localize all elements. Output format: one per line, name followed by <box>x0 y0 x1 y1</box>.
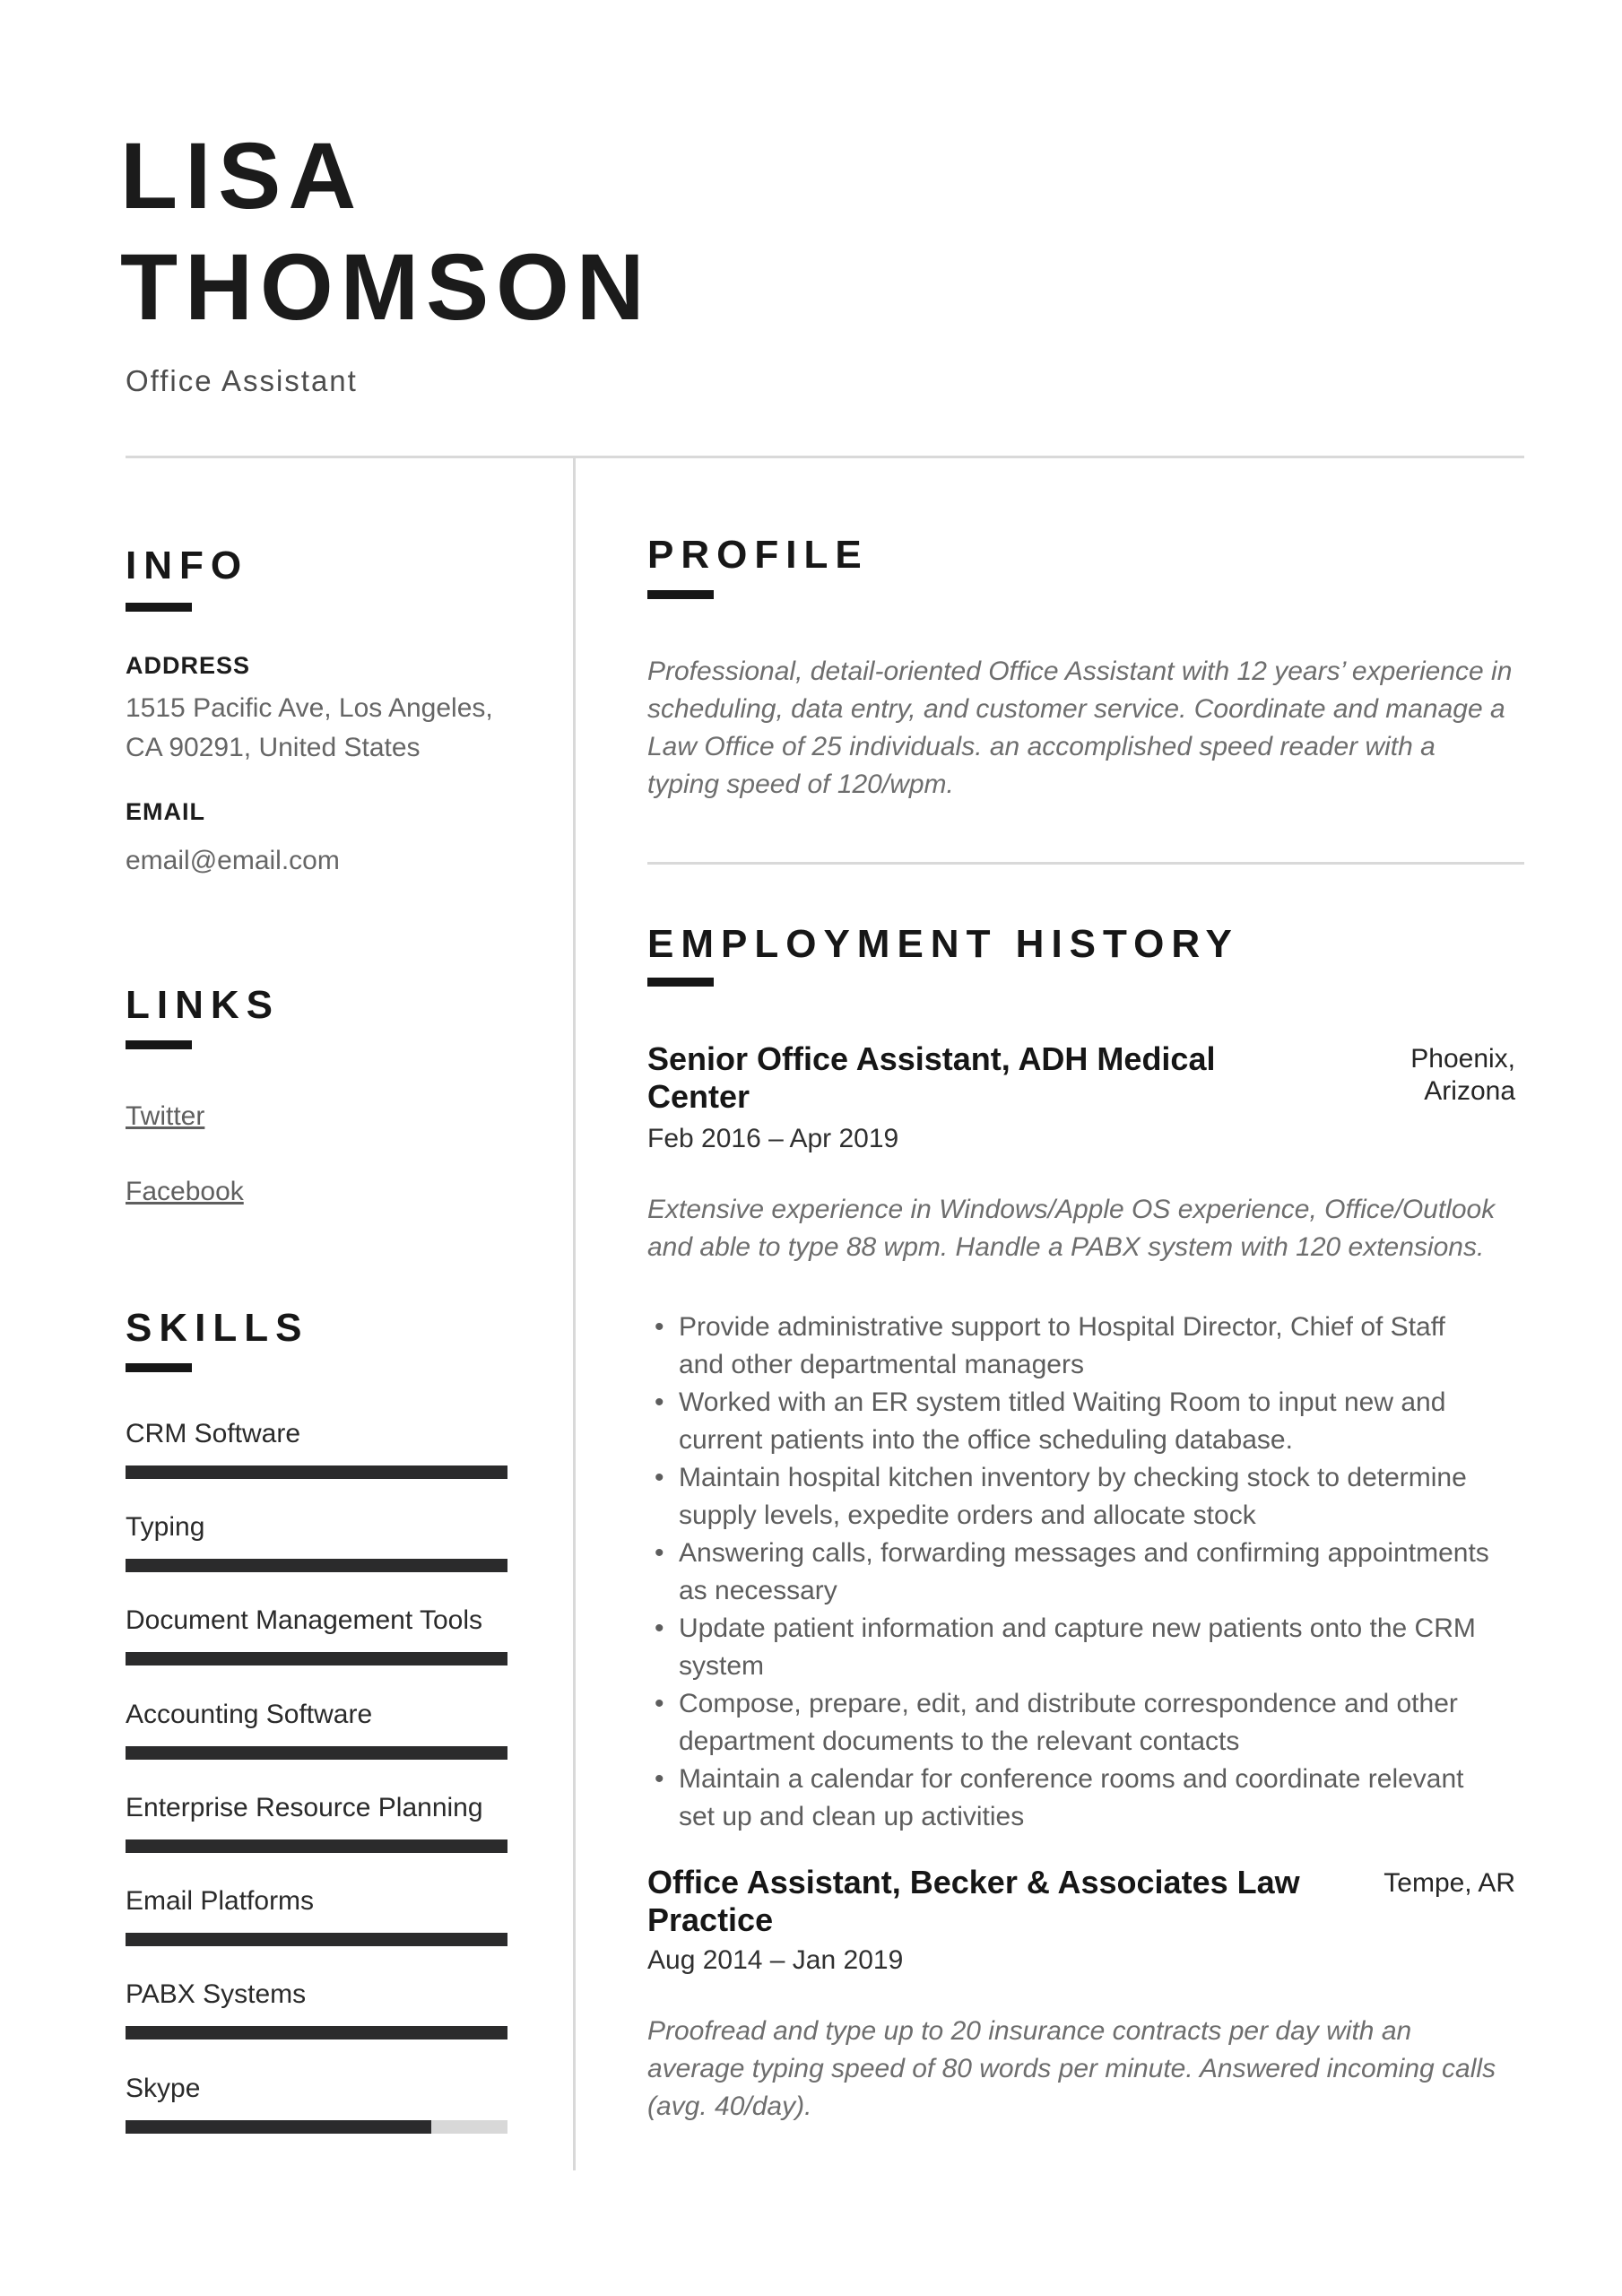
person-name: LISA THOMSON <box>120 124 652 340</box>
info-accent-bar <box>126 603 192 612</box>
skill-bar-fill <box>126 1933 507 1946</box>
skill-name: Skype <box>126 2074 201 2103</box>
links-accent-bar <box>126 1040 192 1049</box>
column-divider <box>573 456 576 2170</box>
skill-bar-track <box>126 1465 507 1479</box>
job-title: Senior Office Assistant, ADH Medical Center <box>647 1040 1216 1115</box>
section-divider <box>647 862 1524 865</box>
info-heading: INFO <box>126 544 249 587</box>
address-line-2: CA 90291, United States <box>126 733 421 762</box>
links-heading: LINKS <box>126 983 280 1027</box>
address-value <box>126 689 511 768</box>
top-divider <box>126 456 1524 458</box>
job-dates: Aug 2014 – Jan 2019 <box>647 1945 904 1975</box>
skill-item-crm-software <box>126 1419 507 1483</box>
skill-bar-track <box>126 2120 507 2134</box>
skill-item-accounting-software <box>126 1700 507 1764</box>
job-summary: Proofread and type up to 20 insurance contracts per day with an average typing speed of 80 words per minute. Answered incoming calls (avg. 40/day). <box>647 2016 1496 2121</box>
bullet-item: • Compose, prepare, edit, and distribute correspondence and other department documents to the relevant contacts <box>647 1685 1494 1761</box>
skill-bar-fill <box>126 1465 507 1479</box>
skill-bar-fill <box>126 1746 507 1760</box>
profile-heading: PROFILE <box>647 533 869 577</box>
job-bullet-list <box>647 1309 1494 1836</box>
skill-bar-track <box>126 1559 507 1572</box>
profile-accent-bar <box>647 590 714 599</box>
bullet-item: • Maintain hospital kitchen inventory by checking stock to determine supply levels, expedite orders and allocate stock <box>647 1459 1494 1535</box>
skill-bar-track <box>126 1746 507 1760</box>
email-value: email@email.com <box>126 846 340 875</box>
bullet-item: • Maintain a calendar for conference rooms and coordinate relevant set up and clean up activities <box>647 1761 1494 1836</box>
skill-name: Document Management Tools <box>126 1605 482 1635</box>
skill-bar-track <box>126 1933 507 1946</box>
address-label: ADDRESS <box>126 652 251 679</box>
skill-name: Typing <box>126 1512 205 1542</box>
skills-accent-bar <box>126 1363 192 1372</box>
job-location: Tempe, AR <box>1383 1868 1515 1898</box>
skill-item-document-management-tools <box>126 1605 507 1670</box>
bullet-item: • Worked with an ER system titled Waiting Room to input new and current patients into the office scheduling database. <box>647 1384 1494 1459</box>
skill-item-enterprise-resource-planning <box>126 1793 507 1857</box>
skill-item-email-platforms <box>126 1886 507 1951</box>
employment-heading: EMPLOYMENT HISTORY <box>647 922 1239 966</box>
skill-bar-track <box>126 1652 507 1665</box>
skill-bar-fill <box>126 2026 507 2039</box>
skill-item-pabx-systems <box>126 1979 507 2044</box>
skill-name: Accounting Software <box>126 1700 373 1729</box>
skill-name: Enterprise Resource Planning <box>126 1793 483 1822</box>
job-title: Office Assistant, Becker & Associates Law Practice <box>647 1864 1300 1938</box>
employment-accent-bar <box>647 978 714 987</box>
skill-bar-track <box>126 1839 507 1853</box>
job-dates: Feb 2016 – Apr 2019 <box>647 1124 899 1153</box>
skill-bar-fill <box>126 2120 431 2134</box>
bullet-item: • Answering calls, forwarding messages and confirming appointments as necessary <box>647 1535 1494 1610</box>
skill-item-skype <box>126 2074 507 2138</box>
skill-name: CRM Software <box>126 1419 301 1448</box>
skills-heading: SKILLS <box>126 1306 309 1350</box>
skill-bar-fill <box>126 1839 507 1853</box>
profile-text: Professional, detail-oriented Office Assistant with 12 years’ experience in scheduling, data entry, and customer service. Coordinate and manage a Law Office of 25 individuals. an accomplished speed reader with a typing speed of 120/wpm. <box>647 657 1513 799</box>
bullet-item: • Update patient information and capture new patients onto the CRM system <box>647 1610 1494 1685</box>
skill-bar-track <box>126 2026 507 2039</box>
link-facebook[interactable]: Facebook <box>126 1177 244 1206</box>
job-location: Phoenix, Arizona <box>1410 1044 1515 1106</box>
skill-name: PABX Systems <box>126 1979 307 2009</box>
link-twitter[interactable]: Twitter <box>126 1101 205 1131</box>
skill-bar-fill <box>126 1559 507 1572</box>
bullet-item: • Provide administrative support to Hospital Director, Chief of Staff and other departmental managers <box>647 1309 1494 1384</box>
address-line-1: 1515 Pacific Ave, Los Angeles, <box>126 693 493 723</box>
skill-item-typing <box>126 1512 507 1577</box>
job-subtitle: Office Assistant <box>126 364 358 397</box>
email-label: EMAIL <box>126 798 205 825</box>
skill-name: Email Platforms <box>126 1886 315 1916</box>
job-summary: Extensive experience in Windows/Apple OS experience, Office/Outlook and able to type 88 wpm. Handle a PABX system with 120 extensions. <box>647 1195 1496 1262</box>
skill-bar-fill <box>126 1652 507 1665</box>
